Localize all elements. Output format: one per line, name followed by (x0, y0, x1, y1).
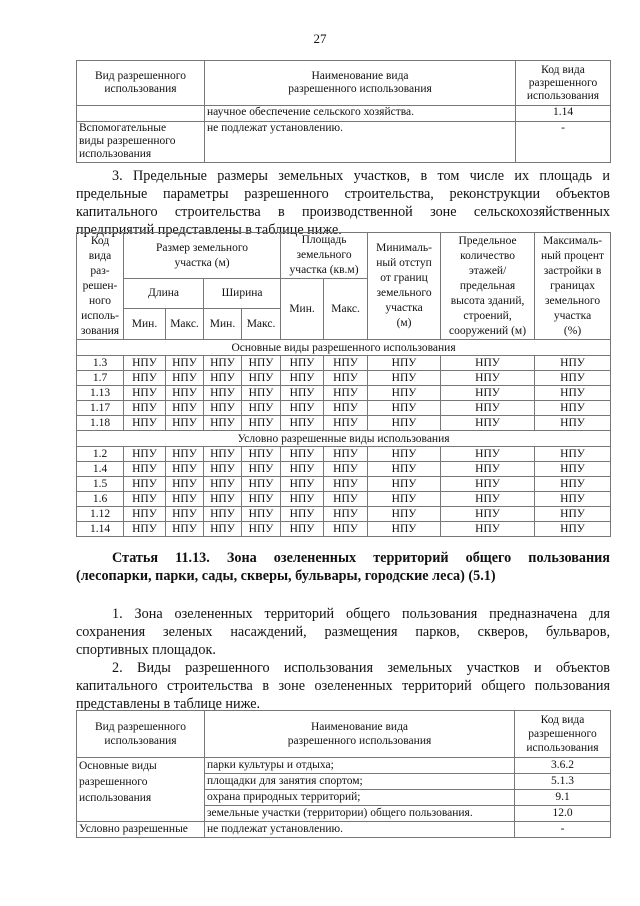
table-header-row (77, 233, 611, 279)
header-line: (м) (396, 317, 412, 329)
value-cell: НПУ (441, 477, 535, 492)
header-use-code (515, 711, 611, 758)
value-cell: НПУ (324, 507, 368, 522)
header-width-min: Мин. (204, 309, 242, 340)
use-code-cell: 1.14 (77, 522, 124, 537)
value-cell: НПУ (441, 507, 535, 522)
value-cell: НПУ (368, 447, 441, 462)
green-zone-permitted-use-table (76, 710, 611, 838)
use-code-cell: 1.17 (77, 401, 124, 416)
use-code-cell: 1.3 (77, 356, 124, 371)
value-cell: НПУ (535, 371, 611, 386)
heading-line: Статья 11.13. Зона озелененных территорий общего пользования (112, 550, 610, 566)
value-cell: НПУ (166, 522, 204, 537)
value-cell: НПУ (535, 401, 611, 416)
header-line: зования (80, 324, 120, 337)
value-cell: НПУ (166, 386, 204, 401)
table-row (77, 492, 611, 507)
header-line: этажей/ (468, 264, 507, 277)
value-cell: НПУ (281, 507, 324, 522)
value-cell: НПУ (281, 401, 324, 416)
header-area-min: Мин. (281, 279, 324, 340)
value-cell: НПУ (124, 492, 166, 507)
use-code-cell: 1.14 (516, 106, 611, 122)
value-cell: НПУ (242, 401, 281, 416)
use-name-cell: научное обеспечение сельского хозяйства. (205, 106, 516, 122)
value-cell: НПУ (124, 522, 166, 537)
header-use-type (77, 61, 205, 106)
value-cell: НПУ (242, 371, 281, 386)
header-line: Предельное (458, 234, 517, 247)
value-cell: НПУ (368, 386, 441, 401)
table-row (77, 477, 611, 492)
header-line: сооружений (м) (449, 324, 527, 337)
value-cell: НПУ (281, 416, 324, 431)
header-width: Ширина (204, 279, 281, 309)
header-use-name (205, 711, 515, 758)
paragraph-limit-sizes (76, 167, 610, 239)
value-cell: НПУ (124, 356, 166, 371)
value-cell: НПУ (535, 492, 611, 507)
table-row (77, 822, 611, 838)
value-cell: НПУ (124, 447, 166, 462)
table-row (77, 386, 611, 401)
value-cell: НПУ (204, 507, 242, 522)
cell-line: разрешенного (79, 776, 148, 788)
value-cell: НПУ (124, 371, 166, 386)
header-line: застройки в (543, 264, 602, 277)
header-plot-size (124, 233, 281, 279)
header-line: Код вида (540, 714, 585, 726)
header-code (77, 233, 124, 340)
header-line: вида (88, 249, 112, 262)
use-type-cell: Условно разрешенные (77, 822, 205, 838)
table-row (77, 462, 611, 477)
header-line: строений, (463, 309, 512, 322)
header-line: Наименование вида (311, 70, 409, 82)
value-cell: НПУ (204, 416, 242, 431)
value-cell: НПУ (242, 492, 281, 507)
value-cell: НПУ (441, 386, 535, 401)
value-cell: НПУ (204, 386, 242, 401)
value-cell: НПУ (124, 386, 166, 401)
use-name-cell: земельные участки (территории) общего пользования. (205, 806, 515, 822)
section-header-row (77, 431, 611, 447)
header-line: Минималь- (376, 242, 432, 254)
value-cell: НПУ (324, 447, 368, 462)
value-cell: НПУ (242, 522, 281, 537)
header-line: высота зданий, (450, 294, 525, 307)
text-line: предельные параметры разрешенного строительства, реконструкции объектов (76, 186, 610, 202)
table-row (77, 758, 611, 774)
header-area-max: Макс. (324, 279, 368, 340)
use-name-cell: площадки для занятия спортом; (205, 774, 515, 790)
header-use-code (516, 61, 611, 106)
value-cell: НПУ (281, 447, 324, 462)
value-cell: НПУ (204, 356, 242, 371)
header-line: разрешенного использования (287, 735, 432, 747)
header-line: Наименование вида (310, 721, 409, 733)
header-line: Код (90, 234, 110, 247)
value-cell: НПУ (324, 462, 368, 477)
table-row (77, 401, 611, 416)
value-cell: НПУ (242, 386, 281, 401)
value-cell: НПУ (535, 416, 611, 431)
use-code-cell: - (516, 122, 611, 163)
value-cell: НПУ (166, 371, 204, 386)
header-line: использования (104, 735, 177, 747)
header-line: Максималь- (542, 234, 603, 247)
header-line: участка (м) (174, 256, 230, 269)
header-line: Код вида (541, 63, 585, 76)
value-cell: НПУ (166, 447, 204, 462)
use-name-cell: охрана природных территорий; (205, 790, 515, 806)
value-cell: НПУ (324, 522, 368, 537)
value-cell: НПУ (324, 401, 368, 416)
text-line: капитального строительства в производственной зоне сельскохозяйственных (76, 204, 610, 220)
value-cell: НПУ (324, 371, 368, 386)
header-line: участка (кв.м) (289, 264, 359, 276)
value-cell: НПУ (204, 492, 242, 507)
value-cell: НПУ (368, 507, 441, 522)
header-line: раз- (90, 264, 110, 277)
value-cell: НПУ (242, 477, 281, 492)
value-cell: НПУ (281, 356, 324, 371)
header-length-max: Макс. (166, 309, 204, 340)
header-line: Вид разрешенного (94, 721, 186, 733)
header-line: (%) (563, 324, 582, 337)
use-code-cell: 1.6 (77, 492, 124, 507)
header-line: участка (553, 309, 592, 322)
value-cell: НПУ (242, 507, 281, 522)
header-line: решен- (82, 279, 118, 292)
value-cell: НПУ (204, 371, 242, 386)
table-row (77, 122, 611, 163)
value-cell: НПУ (204, 447, 242, 462)
text-line: предприятий представлены в таблице ниже. (76, 222, 342, 238)
value-cell: НПУ (441, 462, 535, 477)
header-length: Длина (124, 279, 204, 309)
value-cell: НПУ (441, 356, 535, 371)
value-cell: НПУ (441, 371, 535, 386)
value-cell: НПУ (441, 416, 535, 431)
header-line: количество (460, 249, 515, 262)
use-code-cell: 9.1 (515, 790, 611, 806)
heading-line: (лесопарки, парки, сады, скверы, бульвары, городские леса) (5.1) (76, 568, 496, 584)
value-cell: НПУ (535, 462, 611, 477)
value-cell: НПУ (535, 507, 611, 522)
header-line: Площадь (301, 234, 347, 246)
section-header-row (77, 340, 611, 356)
limit-parameters-table (76, 232, 611, 537)
use-type-cell (77, 758, 205, 822)
header-line: предельная (459, 279, 516, 292)
value-cell: НПУ (204, 477, 242, 492)
value-cell: НПУ (124, 462, 166, 477)
value-cell: НПУ (368, 416, 441, 431)
header-line: от границ (380, 272, 428, 284)
value-cell: НПУ (535, 386, 611, 401)
value-cell: НПУ (368, 356, 441, 371)
use-code-cell: 12.0 (515, 806, 611, 822)
cell-line: виды разрешенного (79, 135, 176, 147)
text-line: 2. Виды разрешенного использования земельных участков и объектов (112, 660, 610, 676)
value-cell: НПУ (242, 462, 281, 477)
use-code-cell: 1.7 (77, 371, 124, 386)
header-line: границах (550, 279, 595, 292)
value-cell: НПУ (124, 416, 166, 431)
value-cell: НПУ (281, 386, 324, 401)
header-plot-area (281, 233, 368, 279)
header-min-setback (368, 233, 441, 340)
value-cell: НПУ (124, 507, 166, 522)
table-row (77, 371, 611, 386)
use-name-cell: парки культуры и отдыха; (205, 758, 515, 774)
header-line: земельного (296, 249, 352, 261)
text-line: капитального строительства в зоне озелененных территорий общего пользования (76, 678, 610, 694)
cell-line: использования (79, 148, 152, 160)
value-cell: НПУ (535, 522, 611, 537)
value-cell: НПУ (535, 477, 611, 492)
use-code-cell: 5.1.3 (515, 774, 611, 790)
use-code-cell: 1.5 (77, 477, 124, 492)
header-line: ный отступ (376, 257, 432, 269)
use-type-cell (77, 122, 205, 163)
value-cell: НПУ (166, 401, 204, 416)
value-cell: НПУ (166, 492, 204, 507)
table-row (77, 507, 611, 522)
value-cell: НПУ (281, 522, 324, 537)
text-line: 1. Зона озелененных территорий общего пользования предназначена для (112, 606, 610, 622)
text-line: представлены в таблице ниже. (76, 696, 261, 712)
value-cell: НПУ (204, 522, 242, 537)
use-name-cell: не подлежат установлению. (205, 822, 515, 838)
table-body (77, 340, 611, 537)
use-name-cell: не подлежат установлению. (205, 122, 516, 163)
text-line: спортивных площадок. (76, 642, 216, 658)
cell-line: Основные виды (79, 760, 157, 772)
value-cell: НПУ (535, 447, 611, 462)
header-line: использования (526, 742, 599, 754)
header-line: земельного (376, 287, 432, 299)
value-cell: НПУ (281, 492, 324, 507)
value-cell: НПУ (324, 416, 368, 431)
value-cell: НПУ (441, 492, 535, 507)
header-line: разрешенного (528, 728, 597, 740)
paragraph-zone-purpose (76, 605, 610, 659)
header-use-type (77, 711, 205, 758)
value-cell: НПУ (535, 356, 611, 371)
header-line: ный процент (541, 249, 605, 262)
value-cell: НПУ (368, 462, 441, 477)
value-cell: НПУ (324, 492, 368, 507)
header-length-min: Мин. (124, 309, 166, 340)
value-cell: НПУ (166, 477, 204, 492)
value-cell: НПУ (281, 462, 324, 477)
use-code-cell: 1.12 (77, 507, 124, 522)
value-cell: НПУ (368, 401, 441, 416)
use-code-cell: 1.18 (77, 416, 124, 431)
table-row (77, 356, 611, 371)
value-cell: НПУ (166, 416, 204, 431)
use-code-cell: 1.4 (77, 462, 124, 477)
cell-line: Вспомогательные (79, 122, 167, 134)
text-line: сохранения зеленых насаждений, размещения парков, скверов, бульваров, (76, 624, 610, 640)
value-cell: НПУ (166, 507, 204, 522)
header-line: ного (88, 294, 112, 307)
value-cell: НПУ (324, 477, 368, 492)
use-code-cell: 1.13 (77, 386, 124, 401)
text-line: 3. Предельные размеры земельных участков, в том числе их площадь и (112, 168, 610, 184)
value-cell: НПУ (281, 371, 324, 386)
value-cell: НПУ (204, 401, 242, 416)
use-code-cell: 3.6.2 (515, 758, 611, 774)
value-cell: НПУ (324, 356, 368, 371)
value-cell: НПУ (368, 522, 441, 537)
section-title: Условно разрешенные виды использования (77, 431, 611, 447)
header-line: земельного (544, 294, 601, 307)
header-line: Вид разрешенного (94, 70, 186, 82)
header-line: Размер земельного (156, 241, 249, 254)
value-cell: НПУ (124, 401, 166, 416)
value-cell: НПУ (242, 356, 281, 371)
table-row (77, 106, 611, 122)
value-cell: НПУ (166, 462, 204, 477)
header-line: использования (104, 83, 177, 95)
use-type-cell (77, 106, 205, 122)
table-header-row (77, 711, 611, 758)
table-header-row (77, 61, 611, 106)
header-max-coverage (535, 233, 611, 340)
section-title: Основные виды разрешенного использования (77, 340, 611, 356)
header-width-max: Макс. (242, 309, 281, 340)
table-row (77, 416, 611, 431)
value-cell: НПУ (242, 447, 281, 462)
use-code-cell: - (515, 822, 611, 838)
page-number: 27 (313, 31, 327, 46)
value-cell: НПУ (368, 492, 441, 507)
header-line: участка (385, 302, 423, 314)
value-cell: НПУ (441, 522, 535, 537)
header-line: разрешенного (528, 76, 598, 89)
header-line: исполь- (81, 309, 119, 322)
header-floor-limit (441, 233, 535, 340)
value-cell: НПУ (441, 401, 535, 416)
value-cell: НПУ (281, 477, 324, 492)
value-cell: НПУ (124, 477, 166, 492)
value-cell: НПУ (368, 371, 441, 386)
table-row (77, 522, 611, 537)
header-use-name (205, 61, 516, 106)
header-line: использования (526, 89, 600, 102)
cell-line: использования (79, 792, 152, 804)
value-cell: НПУ (166, 356, 204, 371)
paragraph-permitted-uses (76, 659, 610, 713)
value-cell: НПУ (324, 386, 368, 401)
value-cell: НПУ (242, 416, 281, 431)
header-line: разрешенного использования (288, 83, 432, 95)
value-cell: НПУ (368, 477, 441, 492)
permitted-use-table-continued (76, 60, 611, 163)
table-row (77, 447, 611, 462)
article-heading (76, 549, 610, 585)
value-cell: НПУ (441, 447, 535, 462)
use-code-cell: 1.2 (77, 447, 124, 462)
value-cell: НПУ (204, 462, 242, 477)
